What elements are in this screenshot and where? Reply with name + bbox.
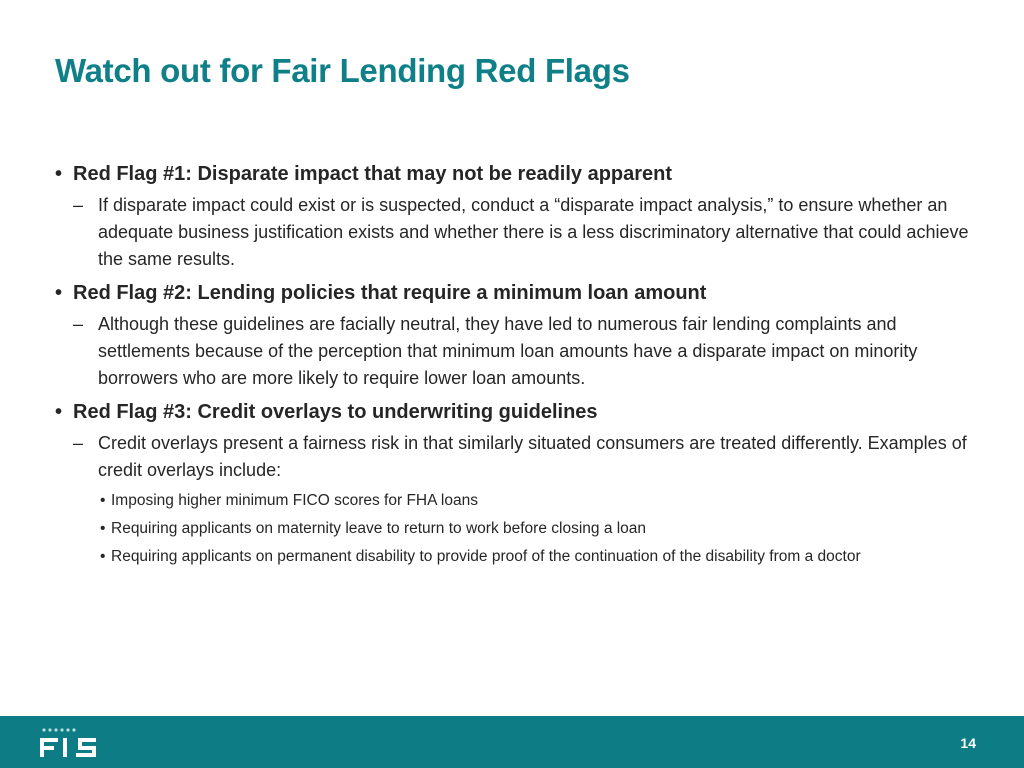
credit-overlay-example-text: Imposing higher minimum FICO scores for FHA loans [111,492,478,509]
red-flag-3-heading: Red Flag #3: Credit overlays to underwriting guidelines [73,401,598,423]
red-flag-2-detail [55,311,975,392]
bullet-marker: • [100,492,106,509]
red-flag-2-detail-text: Although these guidelines are facially neutral, they have led to numerous fair lending complaints and settlements because of the perception that minimum loan amounts have a disparate impact on minority borrowers who are more likely to require lower loan amounts. [98,314,918,388]
credit-overlay-example [55,490,975,512]
bullet-marker: • [55,163,63,185]
credit-overlay-example-text: Requiring applicants on permanent disability to provide proof of the continuation of the disability from a doctor [111,548,861,565]
red-flag-3-detail-text: Credit overlays present a fairness risk in that similarly situated consumers are treated differently. Examples of credit overlays include: [98,433,967,480]
footer-bar [0,716,1024,768]
credit-overlay-example-text: Requiring applicants on maternity leave to return to work before closing a loan [111,520,647,537]
bullet-list [55,160,975,568]
slide-title: Watch out for Fair Lending Red Flags [55,52,630,89]
red-flag-1-bullet [55,160,975,188]
bullet-marker: • [100,520,106,537]
dash-marker: – [73,195,84,215]
bullet-marker: • [100,548,106,565]
fis-logo [38,727,110,759]
credit-overlay-example [55,546,975,568]
red-flag-2-bullet [55,279,975,307]
red-flag-1-heading: Red Flag #1: Disparate impact that may not be readily apparent [73,163,673,185]
dash-marker: – [73,314,84,334]
red-flag-3-bullet [55,398,975,426]
red-flag-1-detail [55,192,975,273]
dash-marker: – [73,433,84,453]
credit-overlay-example [55,518,975,540]
red-flag-1-detail-text: If disparate impact could exist or is suspected, conduct a “disparate impact analysis,” to ensure whether an adequate business justification exists and whether there is a less discriminatory alternative that could achieve the same results. [98,195,969,269]
bullet-marker: • [55,401,63,423]
page-number: 14 [960,735,976,751]
red-flag-2-heading: Red Flag #2: Lending policies that require a minimum loan amount [73,282,707,304]
bullet-marker: • [55,282,63,304]
red-flag-3-detail [55,430,975,484]
